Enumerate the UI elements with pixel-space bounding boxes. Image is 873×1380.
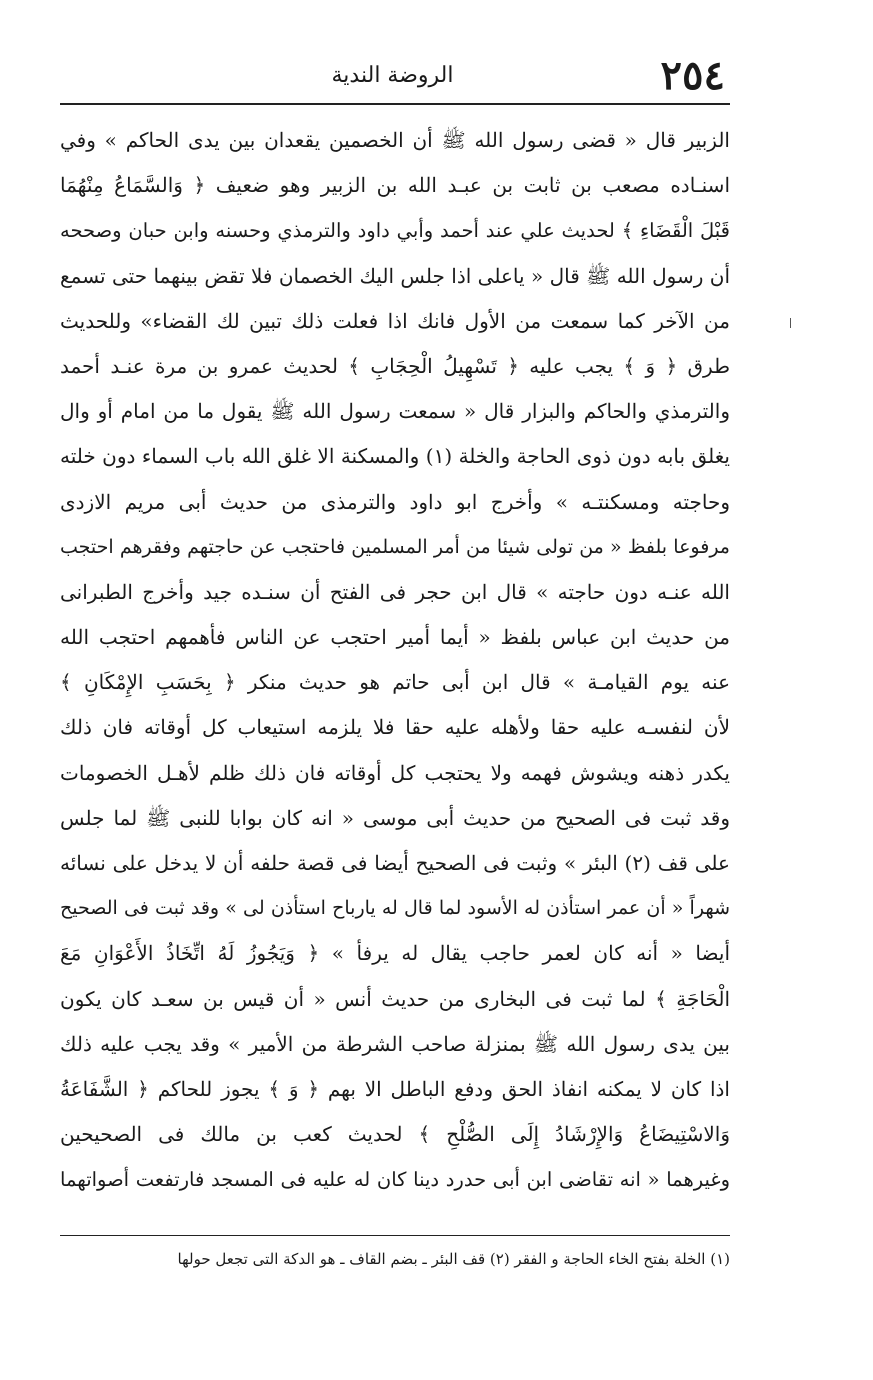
text-line: وحاجته ومسكنتـه » وأخرج ابو داود والترمذى من حديث أبى مريم الازدى [60, 489, 730, 514]
text-line: عنه يوم القيامـة » قال ابن أبى حاتم هو حديث منكر ﴿ بِحَسَبِ الإِمْكَانِ ﴾ [60, 670, 730, 695]
text-line: الْحَاجَةِ ﴾ لما ثبت فى البخارى من حديث أنس « أن قيس بن سعـد كان يكون [60, 986, 730, 1011]
text-line: قَبْلَ الْقَضَاءِ ﴾ لحديث علي عند أحمد وأبي داود والترمذي وحسنه وابن حبان وصححه [60, 219, 730, 243]
text-line: من الآخر كما سمعت من الأول فانك اذا فعلت ذلك تبين لك القضاء» وللحديث [60, 308, 730, 333]
text-line: شهراً « أن عمر استأذن له الأسود لما قال له يارباح استأذن لى » وقد ثبت فى الصحيح [60, 897, 730, 920]
text-line: يغلق بابه دون ذوى الحاجة والخلة (١) والمسكنة الا غلق الله باب السماء دون خلته [60, 444, 730, 469]
body-text [60, 118, 730, 1203]
margin-mark [790, 318, 795, 328]
text-line: وَالاسْتِيضَاعُ وَالإِرْشَادُ إِلَى الصُّلْحِ ﴾ لحديث كعب بن مالك فى الصحيحين [60, 1122, 730, 1147]
text-line: طرق ﴿ وَ ﴾ يجب عليه ﴿ تَسْهِيلُ الْحِجَابِ ﴾ لحديث عمرو بن مرة عنـد أحمد [60, 353, 730, 378]
text-line: مرفوعا بلفظ « من تولى شيئا من أمر المسلمين فاحتجب عن حاجتهم وفقرهم احتجب [60, 535, 730, 558]
text-line: أيضا « أنه كان لعمر حاجب يقال له يرفأ » ﴿ وَيَجُوزُ لَهُ اتِّخَاذُ الأَعْوَانِ مَعَ [60, 941, 730, 966]
text-line: اذا كان لا يمكنه انفاذ الحق ودفع الباطل الا بهم ﴿ وَ ﴾ يجوز للحاكم ﴿ الشَّفَاعَةُ [60, 1076, 730, 1101]
running-title: الروضة الندية [331, 63, 454, 88]
footnote-rule [60, 1235, 730, 1236]
page-header [60, 52, 725, 100]
text-line: من حديث ابن عباس بلفظ « أيما أمير احتجب عن الناس فأهمهم احتجب الله [60, 625, 730, 650]
text-line: وغيرهما « انه تقاضى ابن أبى حدرد دينا كان له عليه فى المسجد فارتفعت أصواتهما [60, 1168, 730, 1192]
header-rule [60, 103, 730, 105]
text-line: أن رسول الله ﷺ قال « ياعلى اذا جلس اليك الخصمان فلا تقض بينهما حتى تسمع [60, 263, 730, 288]
text-line: الزبير قال « قضى رسول الله ﷺ أن الخصمين يقعدان بين يدى الحاكم » وفي [60, 128, 730, 152]
text-line: اسنـاده مصعب بن ثابت بن عبـد الله بن الزبير وهو ضعيف ﴿ وَالسَّمَاعُ مِنْهُمَا [60, 173, 730, 198]
text-line: وقد ثبت فى الصحيح من حديث أبى موسى « انه كان بوابا للنبى ﷺ لما جلس [60, 805, 730, 830]
text-line: بين يدى رسول الله ﷺ بمنزلة صاحب الشرطة من الأمير » وقد يجب عليه ذلك [60, 1031, 730, 1056]
text-line: والترمذي والحاكم والبزار قال « سمعت رسول الله ﷺ يقول ما من امام أو وال [60, 399, 730, 424]
page-number: ٢٥٤ [660, 52, 725, 99]
footnote: (١) الخلة بفتح الخاء الحاجة و الفقر (٢) قف البئر ـ بضم القاف ـ هو الدكة التى تجعل حولها [177, 1250, 730, 1268]
text-line: الله عنـه دون حاجته » قال ابن حجر فى الفتح أن سنـده جيد وأخرج الطبرانى [60, 579, 730, 604]
text-line: يكدر ذهنه ويشوش فهمه ولا يحتجب كل أوقاته فان ذلك ظلم لأهـل الخصومات [60, 760, 730, 785]
text-line: على قف (٢) البئر » وثبت فى الصحيح أيضا فى قصة حلفه أن لا يدخل على نسائه [60, 851, 730, 875]
text-line: لأن لنفسـه عليه حقا ولأهله عليه حقا فلا يلزمه استيعاب كل أوقاته فان ذلك [60, 715, 730, 740]
